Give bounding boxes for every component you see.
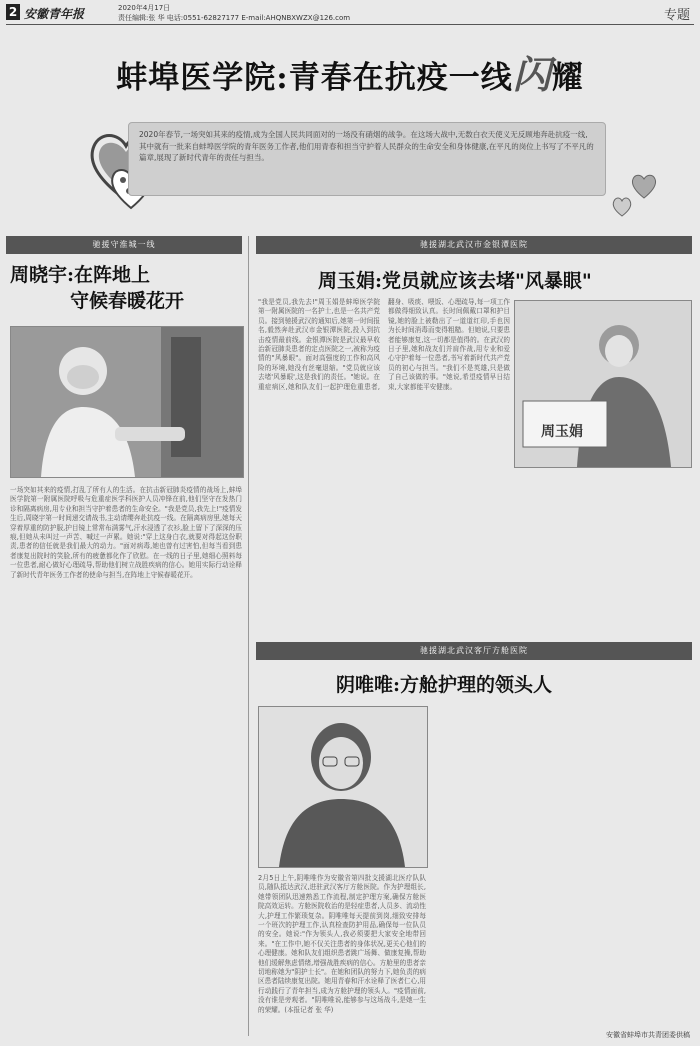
story2-photo — [514, 300, 692, 468]
story3-title — [336, 670, 552, 697]
story2-section-bar: 驰援湖北武汉市金银潭医院 — [256, 236, 692, 254]
story2-sign-text: 周玉娟 — [541, 424, 583, 440]
section-label: 专题 — [663, 8, 690, 23]
page-headline — [0, 44, 700, 99]
header-contact: 责任编辑:张 华 电话:0551-62827177 E-mail:AHQNBXWZX@126.com — [118, 14, 351, 22]
story2-side-column — [514, 472, 690, 624]
story2-name: 周玉娟: — [318, 270, 383, 292]
headline-last-char: 耀 — [551, 60, 584, 96]
story1-name: 周晓宇: — [10, 264, 75, 286]
footer-stamp: 安徽省蚌埠市共青团委供稿 — [606, 1031, 690, 1039]
column-divider — [248, 236, 249, 1036]
small-hearts-icon — [608, 168, 664, 220]
story1-section-bar: 驰援守淮城一线 — [6, 236, 242, 254]
story2-title — [318, 266, 592, 293]
protective-suit-worker-icon — [11, 327, 243, 477]
story1-title-line2: 守候春暖花开 — [70, 290, 185, 312]
intro-box — [128, 122, 606, 196]
newspaper-name: 安徽青年报 — [24, 7, 85, 21]
story3-name: 阴唯唯: — [336, 674, 401, 696]
story1-title — [10, 262, 244, 314]
headline-main: 蚌埠医学院:青春在抗疫一线 — [116, 60, 513, 96]
story3-body-continued — [432, 706, 690, 1022]
story1-title-line1: 在阵地上 — [74, 264, 151, 286]
story3-title-text: 方舱护理的领头人 — [400, 674, 553, 696]
story2-title-text: 党员就应该去堵"风暴眼" — [382, 270, 592, 292]
story2-body: "我是党员,我先去!"周玉娟是蚌埠医学院第一附属医院的一名护士,也是一名共产党员。接到驰援武汉的通知后,她第一时间报名,毅然奔赴武汉市金银潭医院,投入到抗击疫情最前线。金银潭医院是武汉最早收治新冠肺炎患者的定点医院之一,被称为疫情的"风暴眼"。面对高强度的工作和高风险的环境,她没有丝毫退缩。"党员就应该去堵'风暴眼',这是我们的责任。"她说。在重症病区,她和队友们一起护理危重患者,翻身、吸痰、喂饭、心理疏导,每一项工作都做得细致认真。长时间佩戴口罩和护目镜,她的脸上被勒出了一道道红印,手也因为长时间消毒而变得粗糙。但她说,只要患者能够康复,这一切都是值得的。在武汉的日子里,她和战友们并肩作战,用专业和爱心守护着每一位患者,书写着新时代共产党员的初心与担当。"我们不是英雄,只是做了自己该做的事。"她说,希望疫情早日结束,大家都能平安健康。 — [258, 298, 510, 391]
page-number: 2 — [6, 4, 20, 20]
story1-photo — [10, 326, 244, 478]
story3-body: 2月5日上午,阴唯唯作为安徽省第四批支援湖北医疗队队员,随队抵达武汉,进驻武汉客厅方舱医院。作为护理组长,她带领团队迅速熟悉工作流程,制定护理方案,确保方舱医院高效运转。方舱医院收治的是轻症患者,人员多、流动性大,护理工作繁琐复杂。阴唯唯每天提前到岗,细致安排每一个班次的护理工作,认真检查防护用品,确保每一位队员的安全。她说:"作为领头人,我必须要把大家安全地带回来。"在工作中,她不仅关注患者的身体状况,更关心他们的心理健康。她和队友们组织患者跳广场舞、做康复操,帮助他们缓解焦虑情绪,增强战胜疾病的信心。方舱里的患者亲切地称她为"阴护士长"。在她和团队的努力下,她负责的病区患者陆续康复出院。她用青春和汗水诠释了医者仁心,用行动践行了青年担当,成为方舱护理的领头人。"疫情面前,没有谁是旁观者。"阴唯唯说,能够参与这场战斗,是她一生的荣耀。(本报记者 张 华) — [258, 874, 426, 1014]
header-meta — [118, 3, 350, 23]
story3-photo — [258, 706, 428, 868]
intro-text: 2020年春节,一场突如其来的疫情,成为全国人民共同面对的一场没有硝烟的战争。在这场大战中,无数白衣天使义无反顾地奔赴抗疫一线,其中就有一批来自蚌埠医学院的青年医务工作者,他们用青春和担当守护着人民群众的生命安全和身体健康,在平凡的岗位上书写了不平凡的篇章,展现了新时代青年的责任与担当。 — [139, 130, 594, 162]
nurse-portrait-icon — [259, 707, 427, 867]
story3-section-bar: 驰援湖北武汉客厅方舱医院 — [256, 642, 692, 660]
headline-script-char: 闪 — [512, 52, 552, 97]
header-date: 2020年4月17日 — [118, 4, 171, 12]
story1-body: 一场突如其来的疫情,打乱了所有人的生活。在抗击新冠肺炎疫情的战场上,蚌埠医学院第一附属医院呼吸与危重症医学科医护人员冲锋在前,他们坚守在发热门诊和隔离病房,用专业和担当守护着患者的生命安全。"我是党员,我先上!"疫情发生后,周晓宇第一时间递交请战书,主动请缨奔赴抗疫一线。在隔离病房里,她每天穿着厚重的防护服,护目镜上常常布满雾气,汗水浸透了衣衫,脸上留下了深深的压痕,但她从未叫过一声苦、喊过一声累。她说:"穿上这身白衣,就要对得起这份职责,患者的信任就是我们最大的动力。"面对病毒,她也曾有过害怕,但每当看到患者康复出院时的笑脸,所有的疲惫都化作了欣慰。在一线的日子里,她细心照料每一位患者,耐心做好心理疏导,帮助他们树立战胜疾病的信心。她用实际行动诠释了新时代青年医务工作者的使命与担当,在阵地上守候春暖花开。 — [10, 486, 242, 579]
nurse-holding-sign-icon — [515, 301, 691, 467]
header-rule — [6, 24, 694, 25]
